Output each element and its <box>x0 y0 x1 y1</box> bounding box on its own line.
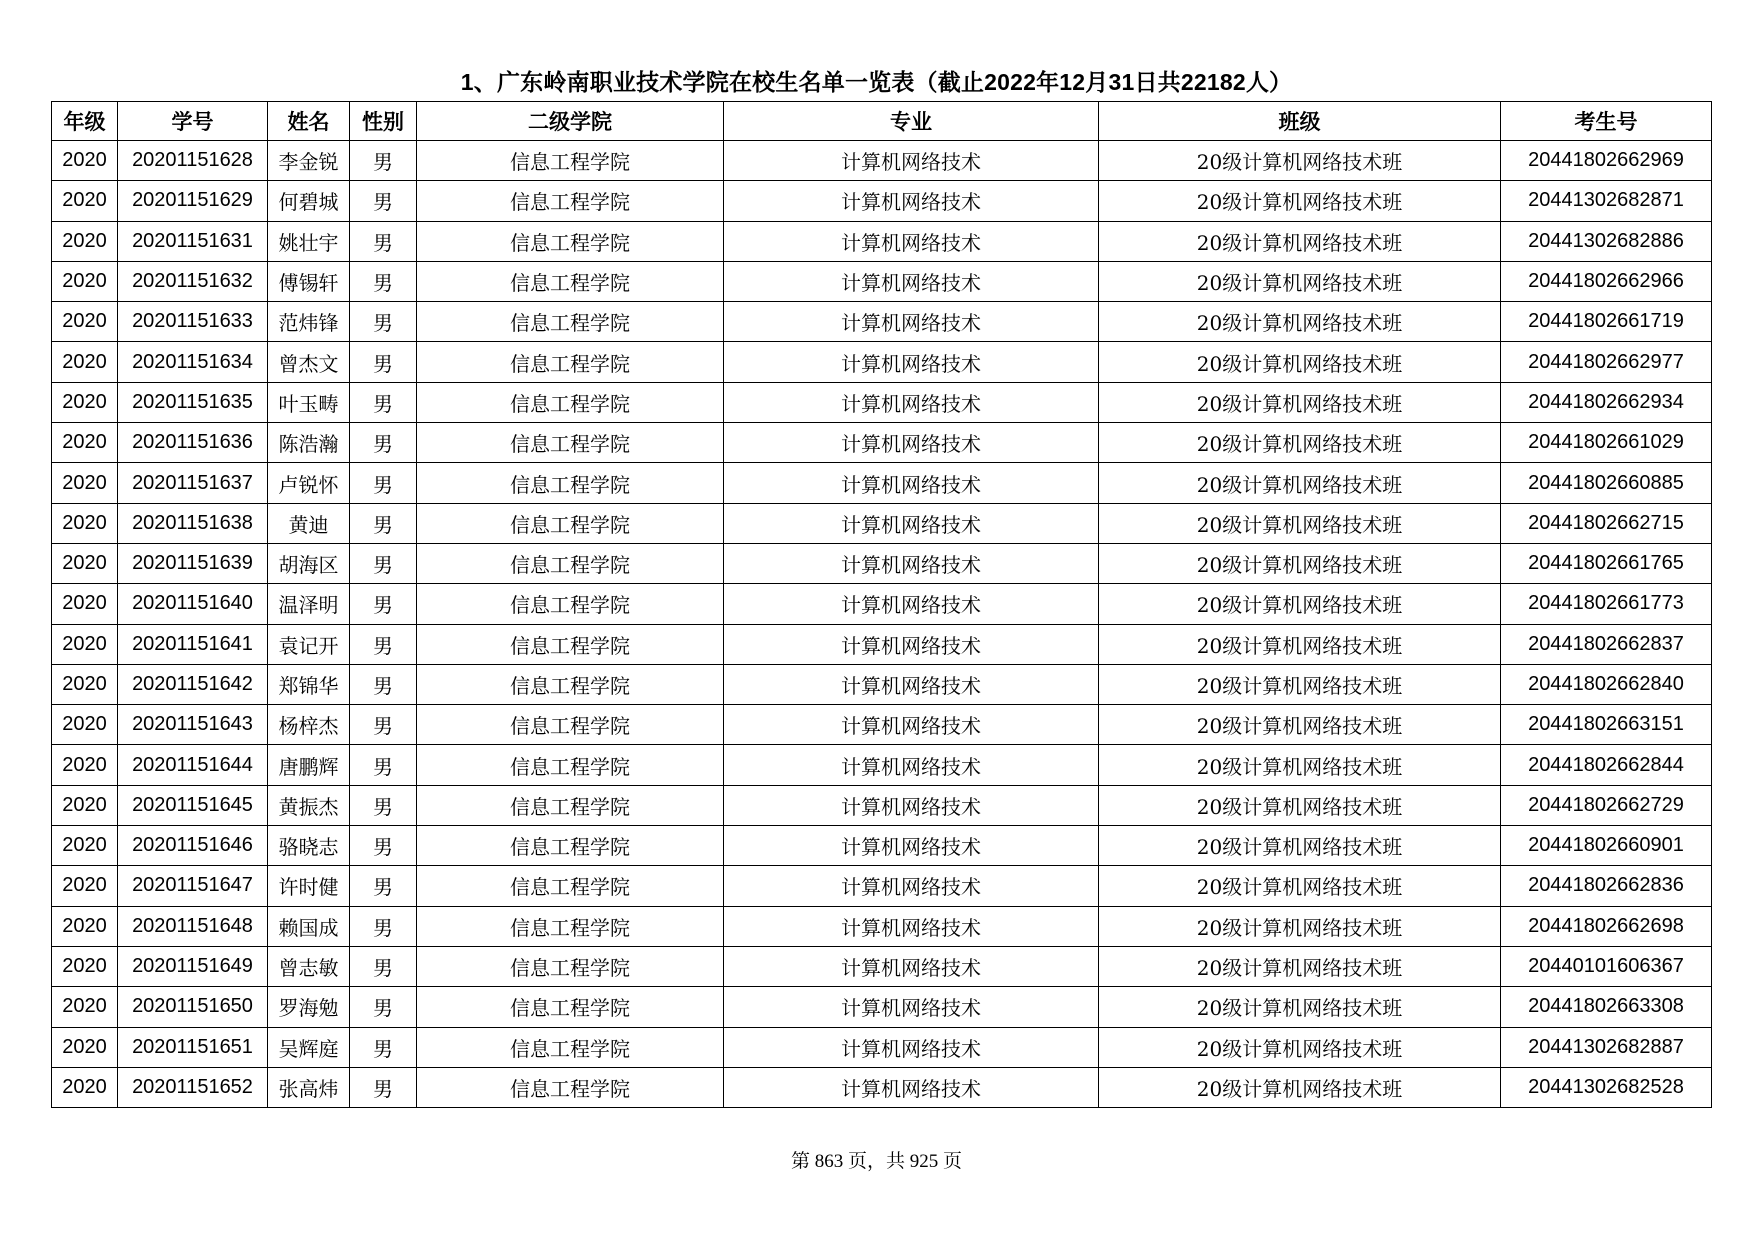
cell-name: 叶玉畴 <box>268 382 350 422</box>
cell-name: 杨梓杰 <box>268 705 350 745</box>
cell-major: 计算机网络技术 <box>724 463 1099 503</box>
cell-exam-number: 20441802663151 <box>1501 705 1712 745</box>
cell-major: 计算机网络技术 <box>724 946 1099 986</box>
cell-class: 20级计算机网络技术班 <box>1099 181 1501 221</box>
cell-college: 信息工程学院 <box>417 785 724 825</box>
cell-grade: 2020 <box>52 302 118 342</box>
cell-grade: 2020 <box>52 503 118 543</box>
table-row <box>52 423 1712 463</box>
cell-name: 吴辉庭 <box>268 1027 350 1067</box>
cell-gender: 男 <box>350 181 417 221</box>
cell-student-id: 20201151650 <box>118 987 268 1027</box>
cell-major: 计算机网络技术 <box>724 503 1099 543</box>
cell-college: 信息工程学院 <box>417 987 724 1027</box>
cell-gender: 男 <box>350 1067 417 1107</box>
cell-student-id: 20201151637 <box>118 463 268 503</box>
cell-grade: 2020 <box>52 463 118 503</box>
cell-college: 信息工程学院 <box>417 664 724 704</box>
cell-gender: 男 <box>350 745 417 785</box>
cell-exam-number: 20441802662969 <box>1501 141 1712 181</box>
cell-major: 计算机网络技术 <box>724 261 1099 301</box>
table-row <box>52 785 1712 825</box>
cell-grade: 2020 <box>52 423 118 463</box>
cell-name: 郑锦华 <box>268 664 350 704</box>
cell-name: 胡海区 <box>268 543 350 583</box>
cell-student-id: 20201151631 <box>118 221 268 261</box>
cell-name: 卢锐怀 <box>268 463 350 503</box>
table-row <box>52 382 1712 422</box>
page-title: 1、广东岭南职业技术学院在校生名单一览表（截止2022年12月31日共22182人） <box>460 69 1293 95</box>
cell-gender: 男 <box>350 866 417 906</box>
cell-gender: 男 <box>350 382 417 422</box>
cell-major: 计算机网络技术 <box>724 866 1099 906</box>
cell-major: 计算机网络技术 <box>724 221 1099 261</box>
column-header-college: 二级学院 <box>417 102 724 141</box>
cell-exam-number: 20441302682528 <box>1501 1067 1712 1107</box>
cell-college: 信息工程学院 <box>417 221 724 261</box>
cell-student-id: 20201151647 <box>118 866 268 906</box>
table-row <box>52 503 1712 543</box>
table-row <box>52 624 1712 664</box>
cell-major: 计算机网络技术 <box>724 302 1099 342</box>
cell-exam-number: 20441802660885 <box>1501 463 1712 503</box>
cell-student-id: 20201151632 <box>118 261 268 301</box>
cell-exam-number: 20441802662934 <box>1501 382 1712 422</box>
cell-college: 信息工程学院 <box>417 1027 724 1067</box>
table-header-row <box>52 102 1712 141</box>
cell-class: 20级计算机网络技术班 <box>1099 423 1501 463</box>
cell-class: 20级计算机网络技术班 <box>1099 261 1501 301</box>
cell-class: 20级计算机网络技术班 <box>1099 624 1501 664</box>
table-row <box>52 745 1712 785</box>
cell-college: 信息工程学院 <box>417 423 724 463</box>
cell-name: 傅锡轩 <box>268 261 350 301</box>
cell-college: 信息工程学院 <box>417 302 724 342</box>
cell-name: 黄振杰 <box>268 785 350 825</box>
cell-major: 计算机网络技术 <box>724 342 1099 382</box>
table-row <box>52 946 1712 986</box>
table-row <box>52 906 1712 946</box>
cell-class: 20级计算机网络技术班 <box>1099 584 1501 624</box>
cell-exam-number: 20441302682886 <box>1501 221 1712 261</box>
cell-student-id: 20201151634 <box>118 342 268 382</box>
cell-class: 20级计算机网络技术班 <box>1099 503 1501 543</box>
cell-student-id: 20201151652 <box>118 1067 268 1107</box>
cell-name: 黄迪 <box>268 503 350 543</box>
cell-name: 罗海勉 <box>268 987 350 1027</box>
cell-major: 计算机网络技术 <box>724 664 1099 704</box>
table-row <box>52 866 1712 906</box>
cell-name: 范炜锋 <box>268 302 350 342</box>
cell-name: 陈浩瀚 <box>268 423 350 463</box>
cell-class: 20级计算机网络技术班 <box>1099 906 1501 946</box>
page-number-footer: 第 863 页，共 925 页 <box>790 1151 962 1172</box>
cell-college: 信息工程学院 <box>417 463 724 503</box>
table-row <box>52 664 1712 704</box>
cell-gender: 男 <box>350 946 417 986</box>
cell-class: 20级计算机网络技术班 <box>1099 664 1501 704</box>
cell-name: 曾杰文 <box>268 342 350 382</box>
cell-class: 20级计算机网络技术班 <box>1099 745 1501 785</box>
cell-gender: 男 <box>350 906 417 946</box>
cell-class: 20级计算机网络技术班 <box>1099 1027 1501 1067</box>
cell-grade: 2020 <box>52 987 118 1027</box>
table-body <box>52 141 1712 1108</box>
cell-grade: 2020 <box>52 1067 118 1107</box>
column-header-major: 专业 <box>724 102 1099 141</box>
cell-grade: 2020 <box>52 624 118 664</box>
cell-student-id: 20201151641 <box>118 624 268 664</box>
cell-student-id: 20201151651 <box>118 1027 268 1067</box>
cell-college: 信息工程学院 <box>417 745 724 785</box>
cell-exam-number: 20441802662840 <box>1501 664 1712 704</box>
cell-name: 何碧城 <box>268 181 350 221</box>
cell-name: 赖国成 <box>268 906 350 946</box>
table-row <box>52 826 1712 866</box>
cell-gender: 男 <box>350 221 417 261</box>
cell-grade: 2020 <box>52 382 118 422</box>
cell-class: 20级计算机网络技术班 <box>1099 946 1501 986</box>
cell-student-id: 20201151643 <box>118 705 268 745</box>
cell-gender: 男 <box>350 302 417 342</box>
cell-college: 信息工程学院 <box>417 342 724 382</box>
cell-class: 20级计算机网络技术班 <box>1099 987 1501 1027</box>
cell-gender: 男 <box>350 987 417 1027</box>
cell-name: 李金锐 <box>268 141 350 181</box>
cell-college: 信息工程学院 <box>417 946 724 986</box>
cell-major: 计算机网络技术 <box>724 423 1099 463</box>
cell-major: 计算机网络技术 <box>724 987 1099 1027</box>
cell-student-id: 20201151628 <box>118 141 268 181</box>
table-row <box>52 181 1712 221</box>
cell-student-id: 20201151629 <box>118 181 268 221</box>
table-row <box>52 584 1712 624</box>
column-header-student-id: 学号 <box>118 102 268 141</box>
cell-grade: 2020 <box>52 946 118 986</box>
cell-grade: 2020 <box>52 584 118 624</box>
cell-major: 计算机网络技术 <box>724 543 1099 583</box>
table-row <box>52 261 1712 301</box>
cell-grade: 2020 <box>52 342 118 382</box>
cell-college: 信息工程学院 <box>417 382 724 422</box>
cell-class: 20级计算机网络技术班 <box>1099 866 1501 906</box>
cell-gender: 男 <box>350 463 417 503</box>
cell-college: 信息工程学院 <box>417 826 724 866</box>
cell-student-id: 20201151633 <box>118 302 268 342</box>
cell-exam-number: 20441802662837 <box>1501 624 1712 664</box>
cell-name: 唐鹏辉 <box>268 745 350 785</box>
cell-exam-number: 20441802662977 <box>1501 342 1712 382</box>
table-row <box>52 141 1712 181</box>
cell-name: 温泽明 <box>268 584 350 624</box>
cell-class: 20级计算机网络技术班 <box>1099 141 1501 181</box>
student-roster-table <box>51 101 1712 1108</box>
cell-college: 信息工程学院 <box>417 141 724 181</box>
cell-grade: 2020 <box>52 543 118 583</box>
table-row <box>52 302 1712 342</box>
cell-student-id: 20201151636 <box>118 423 268 463</box>
cell-name: 骆晓志 <box>268 826 350 866</box>
cell-grade: 2020 <box>52 785 118 825</box>
cell-major: 计算机网络技术 <box>724 382 1099 422</box>
cell-class: 20级计算机网络技术班 <box>1099 785 1501 825</box>
table-row <box>52 1067 1712 1107</box>
cell-student-id: 20201151642 <box>118 664 268 704</box>
cell-college: 信息工程学院 <box>417 181 724 221</box>
cell-gender: 男 <box>350 261 417 301</box>
cell-grade: 2020 <box>52 866 118 906</box>
cell-grade: 2020 <box>52 826 118 866</box>
table-row <box>52 543 1712 583</box>
cell-student-id: 20201151649 <box>118 946 268 986</box>
cell-gender: 男 <box>350 785 417 825</box>
cell-exam-number: 20441802661773 <box>1501 584 1712 624</box>
cell-exam-number: 20441802662715 <box>1501 503 1712 543</box>
cell-exam-number: 20441802661719 <box>1501 302 1712 342</box>
cell-gender: 男 <box>350 141 417 181</box>
cell-college: 信息工程学院 <box>417 705 724 745</box>
cell-major: 计算机网络技术 <box>724 906 1099 946</box>
cell-college: 信息工程学院 <box>417 866 724 906</box>
cell-name: 姚壮宇 <box>268 221 350 261</box>
cell-exam-number: 20441802662698 <box>1501 906 1712 946</box>
cell-exam-number: 20441802662836 <box>1501 866 1712 906</box>
cell-grade: 2020 <box>52 1027 118 1067</box>
cell-college: 信息工程学院 <box>417 1067 724 1107</box>
cell-college: 信息工程学院 <box>417 906 724 946</box>
cell-name: 袁记开 <box>268 624 350 664</box>
cell-exam-number: 20441802662966 <box>1501 261 1712 301</box>
cell-major: 计算机网络技术 <box>724 584 1099 624</box>
cell-college: 信息工程学院 <box>417 543 724 583</box>
cell-major: 计算机网络技术 <box>724 785 1099 825</box>
table-row <box>52 221 1712 261</box>
table-row <box>52 987 1712 1027</box>
cell-major: 计算机网络技术 <box>724 141 1099 181</box>
cell-student-id: 20201151640 <box>118 584 268 624</box>
cell-grade: 2020 <box>52 221 118 261</box>
cell-major: 计算机网络技术 <box>724 181 1099 221</box>
cell-grade: 2020 <box>52 705 118 745</box>
cell-college: 信息工程学院 <box>417 261 724 301</box>
cell-gender: 男 <box>350 503 417 543</box>
cell-class: 20级计算机网络技术班 <box>1099 543 1501 583</box>
cell-gender: 男 <box>350 342 417 382</box>
table-row <box>52 705 1712 745</box>
cell-student-id: 20201151635 <box>118 382 268 422</box>
cell-exam-number: 20441302682871 <box>1501 181 1712 221</box>
cell-student-id: 20201151648 <box>118 906 268 946</box>
table-row <box>52 463 1712 503</box>
cell-class: 20级计算机网络技术班 <box>1099 221 1501 261</box>
column-header-exam-number: 考生号 <box>1501 102 1712 141</box>
cell-name: 许时健 <box>268 866 350 906</box>
cell-grade: 2020 <box>52 141 118 181</box>
cell-student-id: 20201151645 <box>118 785 268 825</box>
cell-class: 20级计算机网络技术班 <box>1099 1067 1501 1107</box>
cell-grade: 2020 <box>52 261 118 301</box>
cell-exam-number: 20441802660901 <box>1501 826 1712 866</box>
column-header-name: 姓名 <box>268 102 350 141</box>
cell-student-id: 20201151644 <box>118 745 268 785</box>
column-header-class: 班级 <box>1099 102 1501 141</box>
cell-gender: 男 <box>350 705 417 745</box>
cell-major: 计算机网络技术 <box>724 1067 1099 1107</box>
cell-major: 计算机网络技术 <box>724 624 1099 664</box>
cell-student-id: 20201151646 <box>118 826 268 866</box>
cell-grade: 2020 <box>52 745 118 785</box>
cell-exam-number: 20441802661765 <box>1501 543 1712 583</box>
cell-class: 20级计算机网络技术班 <box>1099 302 1501 342</box>
cell-gender: 男 <box>350 543 417 583</box>
cell-major: 计算机网络技术 <box>724 705 1099 745</box>
column-header-gender: 性别 <box>350 102 417 141</box>
table-row <box>52 1027 1712 1067</box>
cell-gender: 男 <box>350 624 417 664</box>
cell-exam-number: 20440101606367 <box>1501 946 1712 986</box>
cell-gender: 男 <box>350 1027 417 1067</box>
cell-class: 20级计算机网络技术班 <box>1099 463 1501 503</box>
cell-college: 信息工程学院 <box>417 584 724 624</box>
cell-gender: 男 <box>350 584 417 624</box>
cell-gender: 男 <box>350 826 417 866</box>
cell-college: 信息工程学院 <box>417 503 724 543</box>
cell-class: 20级计算机网络技术班 <box>1099 382 1501 422</box>
cell-exam-number: 20441802661029 <box>1501 423 1712 463</box>
cell-class: 20级计算机网络技术班 <box>1099 705 1501 745</box>
cell-grade: 2020 <box>52 181 118 221</box>
cell-name: 张高炜 <box>268 1067 350 1107</box>
table-row <box>52 342 1712 382</box>
cell-student-id: 20201151638 <box>118 503 268 543</box>
cell-exam-number: 20441802663308 <box>1501 987 1712 1027</box>
cell-name: 曾志敏 <box>268 946 350 986</box>
cell-grade: 2020 <box>52 664 118 704</box>
cell-gender: 男 <box>350 423 417 463</box>
cell-exam-number: 20441802662729 <box>1501 785 1712 825</box>
cell-grade: 2020 <box>52 906 118 946</box>
cell-major: 计算机网络技术 <box>724 1027 1099 1067</box>
cell-exam-number: 20441802662844 <box>1501 745 1712 785</box>
cell-exam-number: 20441302682887 <box>1501 1027 1712 1067</box>
cell-student-id: 20201151639 <box>118 543 268 583</box>
cell-class: 20级计算机网络技术班 <box>1099 826 1501 866</box>
cell-class: 20级计算机网络技术班 <box>1099 342 1501 382</box>
cell-major: 计算机网络技术 <box>724 745 1099 785</box>
cell-major: 计算机网络技术 <box>724 826 1099 866</box>
cell-gender: 男 <box>350 664 417 704</box>
cell-college: 信息工程学院 <box>417 624 724 664</box>
column-header-grade: 年级 <box>52 102 118 141</box>
